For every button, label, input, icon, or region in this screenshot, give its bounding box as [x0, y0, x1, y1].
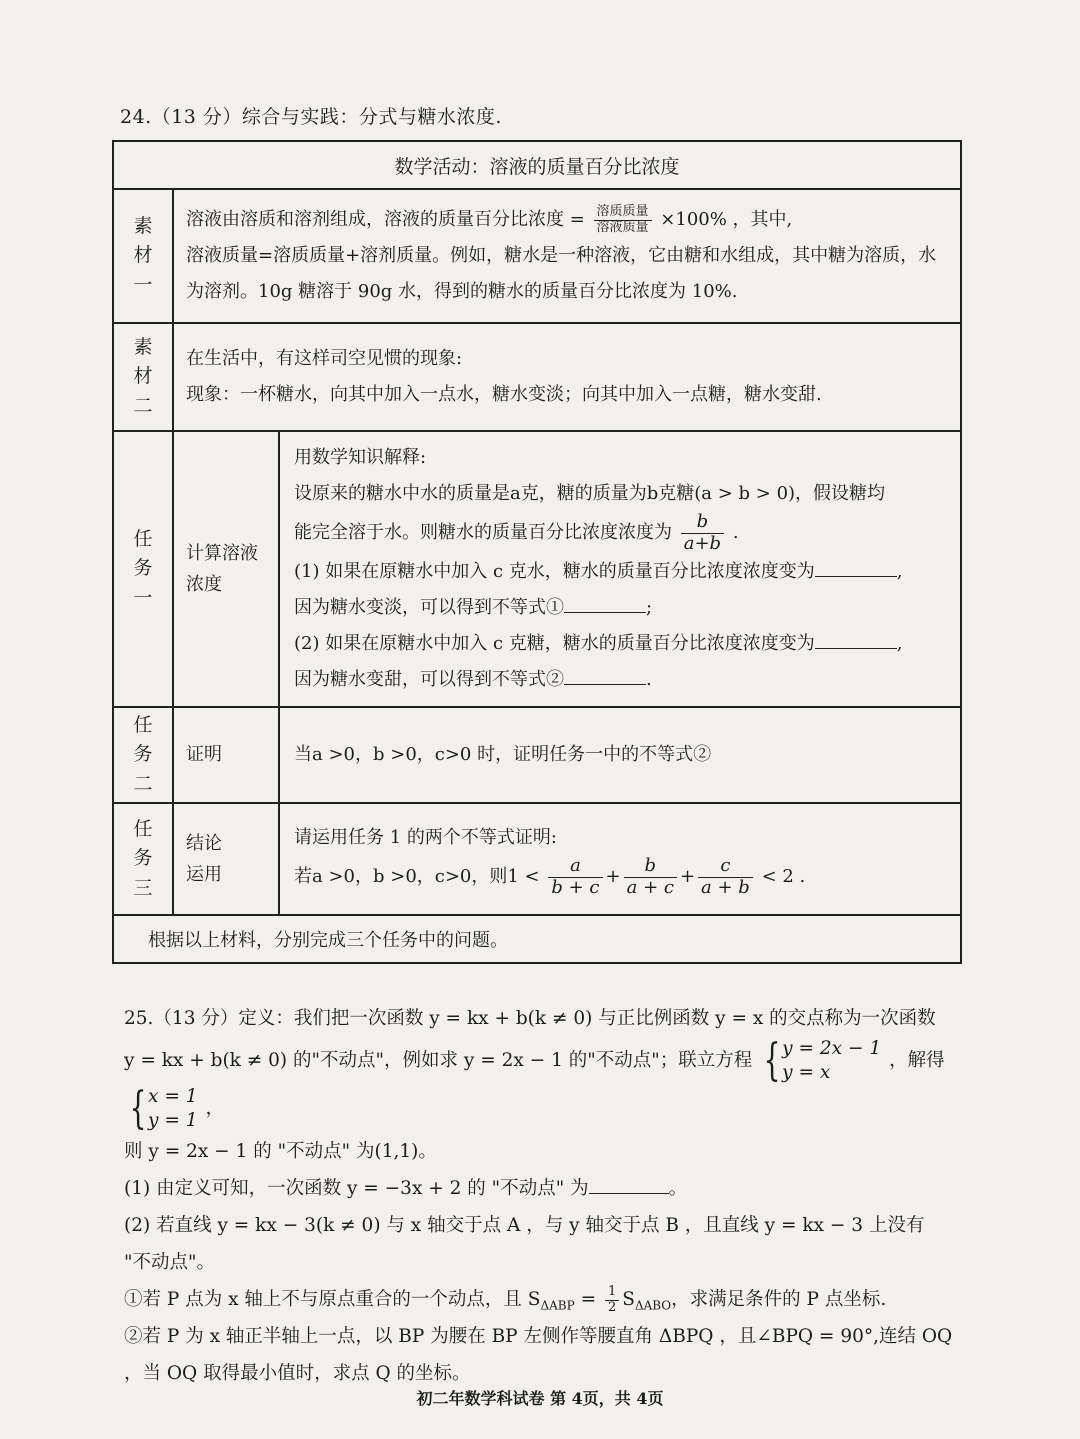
q25-part2-sub1: ①若 P 点为 x 轴上不与原点重合的一个动点，且 $S_{\Delta ABP}$ = $\frac{1}{2}$ $S_{\Delta ABO}$，求满足条件的 P 点坐标.: [124, 1283, 887, 1315]
q25-part2-sub2: ②若 P 为 x 轴正半轴上一点，以 BP 为腰在 BP 左侧作等腰直角 ΔBPQ ，且∠BPQ = 90°,连结 OQ ，当 OQ 取得最小值时，求点 Q 的坐标。: [124, 1326, 953, 1385]
q25-part2: (2) 若直线 y = kx − 3(k ≠ 0) 与 x 轴交于点 A ，与 y 轴交于点 B ，且直线 y = kx − 3 上没有 "不动点"。: [124, 1215, 925, 1274]
material2-content: 在生活中，有这样司空见惯的现象: 现象：一杯糖水，向其中加入一点水，糖水变淡；向其中加入一点糖，糖水变甜.: [173, 323, 961, 431]
table-footer: 根据以上材料，分别完成三个任务中的问题。: [113, 915, 961, 963]
table-title: 数学活动：溶液的质量百分比浓度: [113, 141, 961, 189]
task3-label: 任务三: [113, 803, 173, 915]
question-24-heading: 24.（13 分）综合与实践：分式与糖水浓度.: [120, 106, 502, 128]
answer-blank-5[interactable]: [589, 1175, 669, 1194]
answer-blank-2[interactable]: [564, 594, 646, 613]
equation-system-1: y = 2x − 1 y = x: [782, 1038, 882, 1084]
q25-definition: 25.（13 分）定义：我们把一次函数 y = kx + b(k ≠ 0) 与正比例函数 y = x 的交点称为一次函数: [124, 1008, 936, 1029]
left-brace-2: {: [129, 1083, 147, 1135]
q25-example: y = kx + b(k ≠ 0) 的"不动点"，例如求 y = 2x − 1 的"不动点"；联立方程 {y = 2x − 1 y = x，解得 {x = 1 y = 1，: [124, 1035, 945, 1135]
task3-subtitle: 结论运用: [173, 803, 279, 915]
task2-label: 任务二: [113, 707, 173, 803]
sugar-fraction: $\frac{b}{a+b}$: [681, 512, 724, 554]
fraction-c: $\frac{c}{a + b}$: [698, 856, 753, 898]
page-footer: 初二年数学科试卷 第 4页，共 4页: [416, 1389, 664, 1408]
half-fraction: $\frac{1}{2}$: [605, 1285, 619, 1316]
question-25: [124, 1000, 954, 1392]
task1-subtitle: 计算溶液浓度: [173, 431, 279, 707]
task2-content: 当a >0，b >0，c>0 时，证明任务一中的不等式②: [279, 707, 961, 803]
answer-blank-1[interactable]: [815, 558, 897, 577]
answer-blank-4[interactable]: [564, 666, 646, 685]
task3-content: 请运用任务 1 的两个不等式证明: 若a >0，b >0，c>0，则1 < $\frac{a}{b + c}$ + $\frac{b}{a + c}$ + $\frac{c}{a + b}$ < 2 .: [279, 803, 961, 915]
fraction-b: $\frac{b}{a + c}$: [624, 856, 677, 898]
activity-table: [112, 140, 962, 964]
concentration-fraction: $\frac{\text{溶质质量}}{\text{溶液质量}}$: [594, 205, 652, 236]
q25-example-result: 则 y = 2x − 1 的 "不动点" 为(1,1)。: [124, 1141, 437, 1163]
material1-content: 溶液由溶质和溶剂组成，溶液的质量百分比浓度 = $\frac{\text{溶质质量}}{\text{溶液质量}}$ ×100% ，其中, 溶液质量=溶质质量+溶剂质量。例如，糖水是一种溶液，它由糖和水组成，其中糖为溶质，水为溶剂。10g 糖溶于 90g 水，得到的糖水的质量百分比浓度为 10%.: [173, 189, 961, 323]
left-brace-1: {: [763, 1035, 781, 1087]
material1-label: 素材一: [113, 189, 173, 323]
material2-label: 素材二: [113, 323, 173, 431]
q25-part1: (1) 由定义可知，一次函数 y = −3x + 2 的 "不动点" 为 。: [124, 1170, 954, 1207]
equation-system-2: x = 1 y = 1: [148, 1086, 198, 1132]
task1-label: 任务一: [113, 431, 173, 707]
fraction-a: $\frac{a}{b + c}$: [548, 856, 602, 898]
task2-subtitle: 证明: [173, 707, 279, 803]
task1-content: 用数学知识解释: 设原来的糖水中水的质量是a克，糖的质量为b克糖(a > b > 0)，假设糖均 能完全溶于水。则糖水的质量百分比浓度浓度为 $\frac{b}{a+b}$ . (1) 如果在原糖水中加入 c 克水，糖水的质量百分比浓度浓度变为 , 因为糖水变淡，可以得到不等式① ; (2) 如果在原糖水中加入 c 克糖，糖水的质量百分比浓度浓度变为 , 因为糖水变甜，可以得到不等式② .: [279, 431, 961, 707]
answer-blank-3[interactable]: [815, 630, 897, 649]
